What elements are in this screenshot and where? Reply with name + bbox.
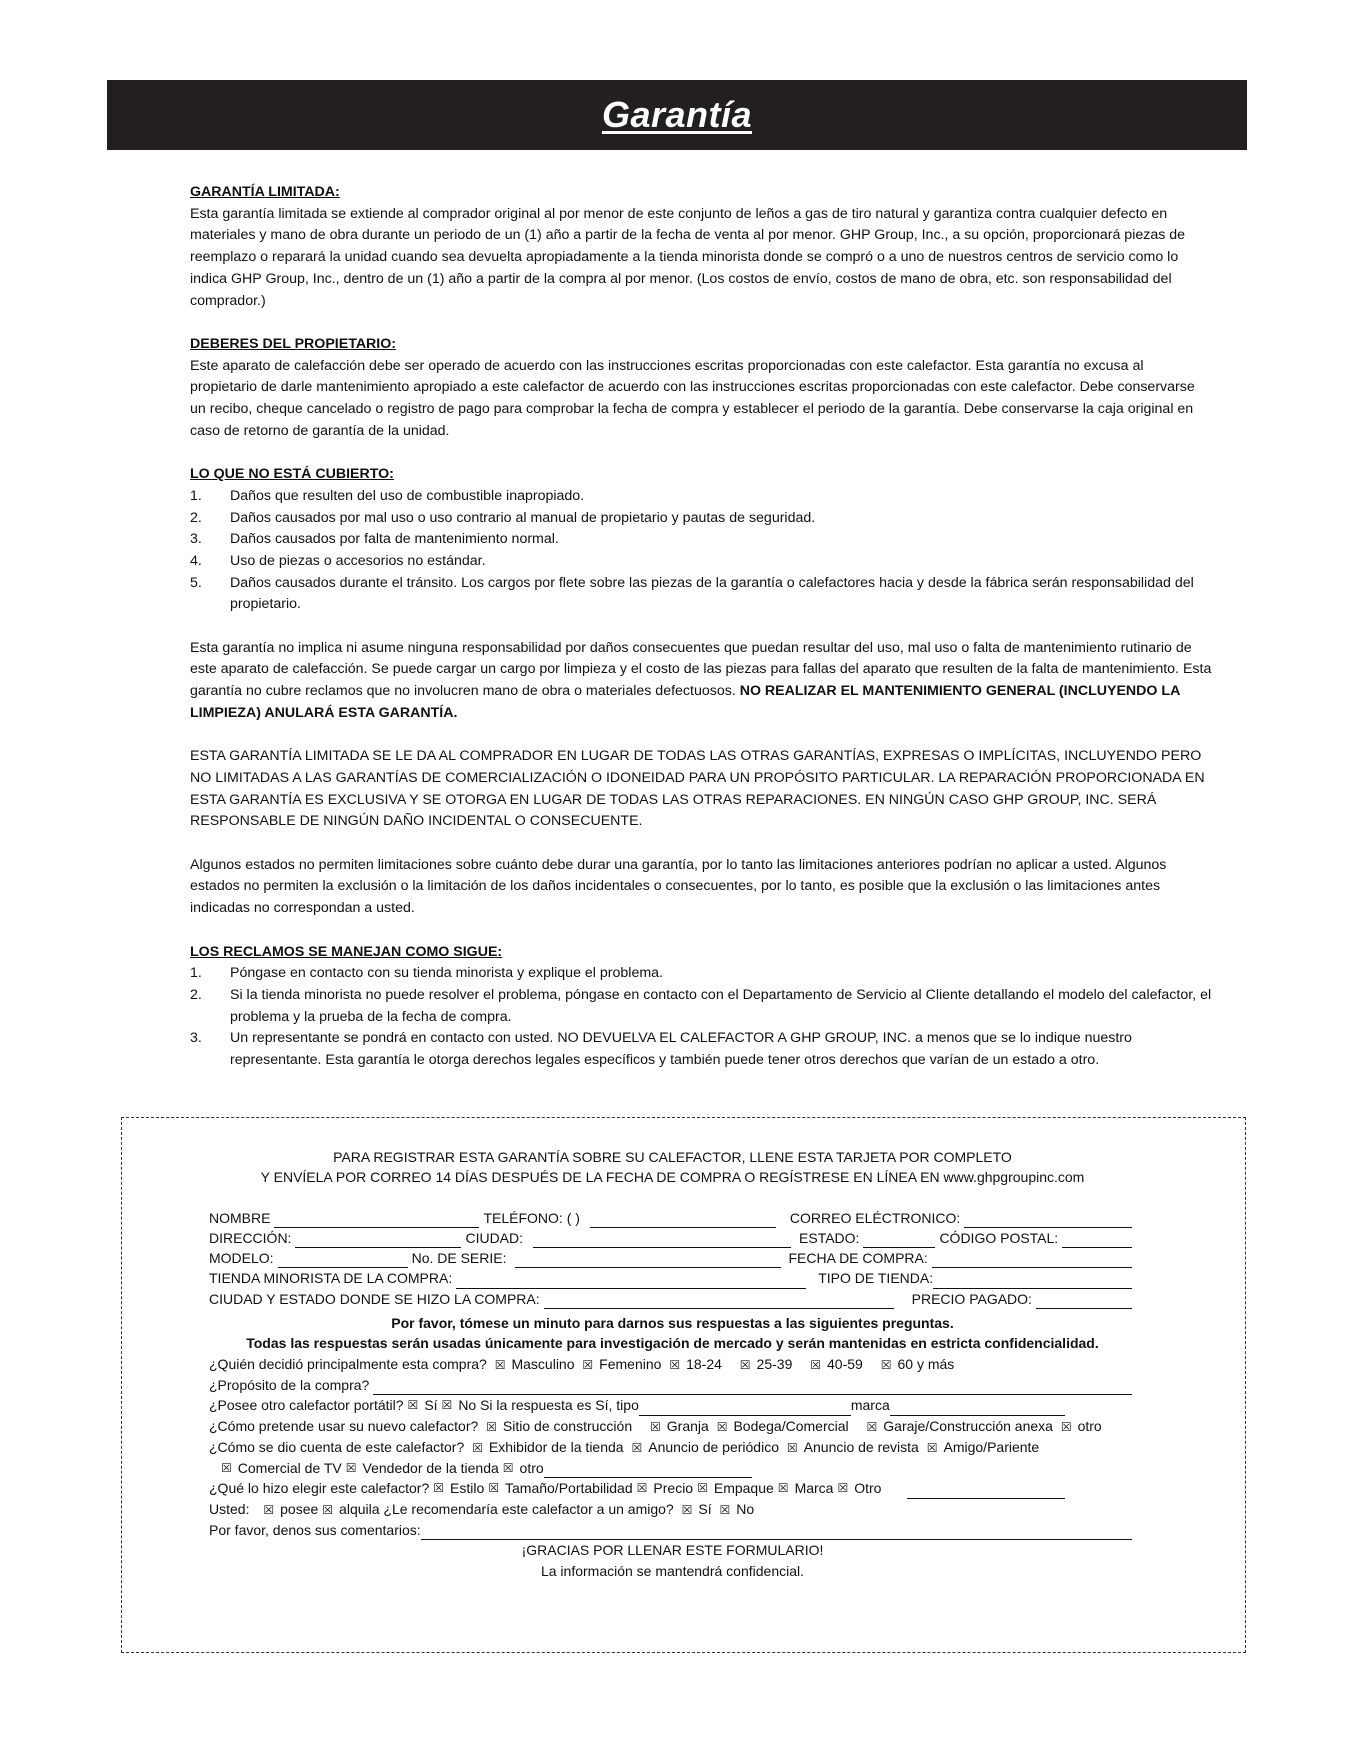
option-label: Sí (698, 1500, 712, 1517)
limited-warranty-text: Esta garantía limitada se extiende al comprador original al por menor de este conjunto de leños a gas de tiro natural y garantiza contra cualquier defecto en materiales y mano de obra durante un periodo de un (1) año a partir de la fecha de venta al por menor. GHP Group, Inc., a su opción, proporcionará piezas de reemplazo o reparará la unidad cuando sea devuelta apropiadamente a la tienda minorista donde se compró o a uno de nuestros centros de servicio como lo indica GHP Group, Inc., dentro de un (1) año a partir de la compra al por menor. (Los costos de envío, costos de mano de obra, etc. son responsabilidad del comprador.) (190, 205, 1186, 309)
checkbox[interactable]: ☒ (810, 1357, 822, 1372)
state-label: ESTADO: (799, 1229, 860, 1246)
question-other-heater (209, 1395, 1136, 1415)
checkbox[interactable]: ☒ (866, 1419, 878, 1434)
checkbox[interactable]: ☒ (880, 1357, 892, 1372)
list-text: Daños que resulten del uso de combustible inapropiado. (230, 487, 585, 504)
list-number: 3. (190, 531, 202, 548)
option-label: Estilo (450, 1480, 485, 1497)
address-label: DIRECCIÓN: (209, 1229, 292, 1246)
page-title: Garantía (601, 94, 753, 135)
option-label: Bodega/Comercial (733, 1417, 849, 1434)
checkbox[interactable]: ☒ (669, 1357, 681, 1372)
list-text: Uso de piezas o accesorios no estándar. (230, 552, 486, 569)
zip-field[interactable] (1062, 1232, 1132, 1248)
address-field[interactable] (295, 1232, 461, 1248)
city-state-label: CIUDAD Y ESTADO DONDE SE HIZO LA COMPRA: (209, 1290, 540, 1307)
list-number: 5. (190, 574, 202, 591)
option-label: Exhibidor de la tienda (488, 1438, 624, 1455)
option-label: Empaque (713, 1480, 774, 1497)
liability-bold-notice: NO REALIZAR EL MANTENIMIENTO GENERAL (INCLUYENDO LA LIMPIEZA) ANULARÁ ESTA GARANTÍA. (190, 683, 1180, 721)
list-item (190, 529, 1212, 551)
checkbox[interactable]: ☒ (502, 1461, 514, 1476)
zip-label: CÓDIGO POSTAL: (939, 1229, 1059, 1246)
city-label: CIUDAD: (465, 1229, 524, 1246)
question-learn-cont (209, 1458, 1136, 1478)
list-text: Póngase en contacto con su tienda minorista y explique el problema. (230, 965, 663, 982)
option-label: Marca (794, 1480, 834, 1497)
list-number: 4. (190, 552, 202, 569)
checkbox[interactable]: ☒ (221, 1461, 232, 1476)
price-field[interactable] (1036, 1293, 1132, 1309)
checkbox[interactable]: ☒ (926, 1440, 938, 1455)
checkbox[interactable]: ☒ (441, 1398, 453, 1413)
question-who (209, 1354, 1136, 1375)
question-choose-label: ¿Qué lo hizo elegir este calefactor? (209, 1480, 430, 1497)
purchase-date-field[interactable] (932, 1252, 1132, 1268)
checkbox[interactable]: ☒ (786, 1440, 798, 1455)
claims-list (190, 963, 1212, 1072)
checkbox[interactable]: ☒ (681, 1502, 693, 1517)
option-label: Sí (424, 1397, 438, 1414)
list-item (190, 1028, 1212, 1071)
purchase-date-label: FECHA DE COMPRA: (788, 1250, 928, 1267)
question-choose (209, 1478, 1136, 1498)
limited-warranty-heading: GARANTÍA LIMITADA: (190, 184, 340, 200)
brand-field[interactable] (890, 1400, 1065, 1416)
store-label: TIENDA MINORISTA DE LA COMPRA: (209, 1270, 453, 1287)
list-item (190, 963, 1212, 985)
comments-field[interactable] (421, 1524, 1132, 1540)
option-label: Amigo/Pariente (943, 1438, 1040, 1455)
brand-label: marca (850, 1397, 890, 1414)
checkbox[interactable]: ☒ (1060, 1419, 1072, 1434)
option-label: alquila (339, 1500, 380, 1517)
city-field[interactable] (533, 1232, 791, 1248)
owner-duties-heading: DEBERES DEL PROPIETARIO: (190, 335, 397, 352)
checkbox[interactable]: ☒ (407, 1398, 419, 1413)
list-item (190, 551, 1212, 573)
option-label: Femenino (599, 1355, 662, 1372)
survey-intro: Por favor, tómese un minuto para darnos sus respuestas a las siguientes preguntas. (391, 1315, 954, 1332)
question-learn-label: ¿Cómo se dio cuenta de este calefactor? (209, 1438, 465, 1455)
question-learn (209, 1437, 1136, 1458)
option-label: otro (1077, 1417, 1102, 1434)
checkbox[interactable]: ☒ (322, 1502, 334, 1517)
thanks-text: ¡GRACIAS POR LLENAR ESTE FORMULARIO! (521, 1542, 824, 1559)
option-label: Masculino (511, 1355, 575, 1372)
option-label: No Si la respuesta es Sí, tipo (458, 1397, 639, 1414)
checkbox[interactable]: ☒ (582, 1357, 594, 1372)
form-row-store (209, 1268, 1136, 1288)
question-use (209, 1416, 1136, 1437)
serial-field[interactable] (515, 1252, 781, 1268)
checkbox[interactable]: ☒ (716, 1419, 728, 1434)
checkbox[interactable]: ☒ (263, 1502, 275, 1517)
confidential-text: La información se mantendrá confidencial. (540, 1562, 805, 1579)
question-purpose-label: ¿Propósito de la compra? (209, 1376, 370, 1393)
city-state-field[interactable] (544, 1293, 894, 1309)
email-field[interactable] (964, 1212, 1132, 1228)
model-label: MODELO: (209, 1250, 274, 1267)
checkbox[interactable]: ☒ (345, 1461, 357, 1476)
store-field[interactable] (456, 1273, 806, 1289)
liability-body: Esta garantía no implica ni asume ninguna responsabilidad por daños consecuentes que puedan resultar del uso, mal uso o falta de mantenimiento rutinario de este aparato de calefacción. Se puede cargar un cargo por limpieza y el costo de las piezas para fallas del aparato que resulten de la falta de mantenimiento. Esta garantía no cubre reclamos que no involucren mano de obra o materiales defectuosos. (190, 639, 1212, 700)
liability-section (190, 638, 1212, 725)
option-label: Garaje/Construcción anexa (883, 1417, 1053, 1434)
checkbox[interactable]: ☒ (719, 1502, 731, 1517)
list-number: 2. (190, 509, 202, 526)
checkbox[interactable]: ☒ (472, 1440, 483, 1455)
option-label: posee (280, 1500, 319, 1517)
option-label: Comercial de TV (237, 1460, 342, 1477)
checkbox[interactable]: ☒ (650, 1419, 661, 1434)
phone-field[interactable] (590, 1212, 776, 1228)
liability-text (190, 638, 1212, 725)
list-text: Daños causados durante el tránsito. Los cargos por flete sobre las piezas de la garantía o calefactores hacia y desde la fábrica serán responsabilidad del propietario. (230, 574, 1194, 613)
states-text: Algunos estados no permiten limitaciones sobre cuánto debe durar una garantía, por lo tanto las limitaciones anteriores podrían no aplicar a usted. Algunos estados no permiten la exclusión o la limitación de los daños incidentales o consecuentes, por lo tanto, es posible que la exclusión o las limitaciones antes indicadas no correspondan a usted. (190, 856, 1167, 917)
option-label: Sitio de construcción (502, 1417, 633, 1434)
model-field[interactable] (278, 1252, 408, 1268)
comments-label: Por favor, denos sus comentarios: (209, 1522, 421, 1539)
form-row-model (209, 1248, 1136, 1268)
form-row-name (209, 1208, 1136, 1228)
list-number: 3. (190, 1030, 202, 1047)
question-recommend (209, 1499, 1136, 1520)
usted-label: Usted: (209, 1500, 250, 1517)
question-other-label: ¿Posee otro calefactor portátil? (209, 1397, 404, 1414)
title-banner (107, 80, 1247, 150)
question-purpose (209, 1375, 1136, 1395)
option-label: No (736, 1500, 755, 1517)
card-intro-line1: PARA REGISTRAR ESTA GARANTÍA SOBRE SU CALEFACTOR, LLENE ESTA TARJETA POR COMPLETO (333, 1149, 1012, 1165)
survey-note: Todas las respuestas serán usadas únicamente para investigación de mercado y serán mantenidas en estricta confidencialidad. (246, 1335, 1099, 1352)
registration-form (209, 1147, 1136, 1581)
option-label: Anuncio de revista (803, 1438, 919, 1455)
list-text: Un representante se pondrá en contacto con usted. NO DEVUELVA EL CALEFACTOR A GHP GROUP, INC. a menos que se lo indique nuestro representante. Esta garantía le otorga derechos legales específicos y también puede tener otros derechos que varían de un estado a otro. (230, 1030, 1132, 1069)
comments-row (209, 1520, 1136, 1540)
checkbox[interactable]: ☒ (494, 1357, 506, 1372)
state-field[interactable] (863, 1232, 935, 1248)
option-label: 18-24 (686, 1355, 722, 1372)
list-number: 1. (190, 487, 202, 504)
card-intro-line2: Y ENVÍELA POR CORREO 14 DÍAS DESPUÉS DE LA FECHA DE COMPRA O REGÍSTRESE EN LÍNEA EN www.ghpgroupinc.com (260, 1169, 1085, 1186)
list-text: Daños causados por falta de mantenimiento normal. (230, 531, 559, 548)
name-label: NOMBRE (209, 1209, 271, 1226)
list-number: 1. (190, 965, 202, 982)
option-label: Anuncio de periódico (648, 1438, 779, 1455)
not-covered-heading: LO QUE NO ESTÁ CUBIERTO: (190, 466, 394, 483)
option-label: 40-59 (827, 1355, 863, 1372)
name-field[interactable] (274, 1212, 479, 1228)
email-label: CORREO ELÉCTRONICO: (789, 1209, 961, 1226)
not-covered-list (190, 486, 1212, 616)
option-label: Vendedor de la tienda (362, 1460, 499, 1477)
choose-other-field[interactable] (907, 1483, 1065, 1499)
checkbox[interactable]: ☒ (739, 1357, 751, 1372)
list-item (190, 508, 1212, 530)
registration-card (121, 1117, 1246, 1653)
question-use-label: ¿Cómo pretende usar su nuevo calefactor? (209, 1417, 479, 1434)
option-label: Otro (854, 1480, 882, 1497)
form-row-city-state (209, 1289, 1136, 1309)
exclusive-text: ESTA GARANTÍA LIMITADA SE LE DA AL COMPRADOR EN LUGAR DE TODAS LAS OTRAS GARANTÍAS, EXPRESAS O IMPLÍCITAS, INCLUYENDO PERO NO LIMITADAS A LAS GARANTÍAS DE COMERCIALIZACIÓN O IDONEIDAD PARA UN PROPÓSITO PARTICULAR. LA REPARACIÓN PROPORCIONADA EN ESTA GARANTÍA ES EXCLUSIVA Y SE OTORGA EN LUGAR DE TODAS LAS OTRAS REPARACIONES. EN NINGÚN CASO GHP GROUP, INC. SERÁ RESPONSABLE DE NINGÚN DAÑO INCIDENTAL O CONSECUENTE. (190, 748, 1205, 830)
question-who-label: ¿Quién decidió principalmente esta compra? (209, 1355, 487, 1372)
option-label: Tamaño/Portabilidad (505, 1480, 633, 1497)
phone-label: TELÉFONO: ( ) (483, 1209, 580, 1226)
checkbox[interactable]: ☒ (631, 1440, 643, 1455)
option-label: Granja (666, 1417, 709, 1434)
exclusive-section (190, 746, 1212, 833)
list-text: Si la tienda minorista no puede resolver el problema, póngase en contacto con el Departamento de Servicio al Cliente detallando el modelo del calefactor, el problema y la prueba de la fecha de compra. (230, 986, 1212, 1025)
serial-label: No. DE SERIE: (411, 1250, 507, 1267)
owner-duties-section (190, 334, 1212, 443)
states-section (190, 855, 1212, 920)
list-item (190, 985, 1212, 1028)
type-field[interactable] (639, 1400, 851, 1416)
limited-warranty-section (190, 182, 1212, 312)
checkbox[interactable]: ☒ (697, 1481, 708, 1496)
option-label: 60 y más (897, 1355, 955, 1372)
checkbox[interactable]: ☒ (433, 1481, 444, 1496)
form-row-address (209, 1228, 1136, 1248)
store-type-field[interactable] (933, 1273, 1132, 1289)
option-label: otro (519, 1460, 544, 1477)
option-label: 25-39 (756, 1355, 793, 1372)
list-item (190, 573, 1212, 616)
list-text: Daños causados por mal uso o uso contrario al manual de propietario y pautas de seguridad. (230, 509, 816, 526)
list-item (190, 486, 1212, 508)
option-label: Precio (653, 1480, 694, 1497)
checkbox[interactable]: ☒ (486, 1419, 497, 1434)
learn-other-field[interactable] (544, 1462, 752, 1478)
not-covered-section (190, 464, 1212, 616)
warranty-body (190, 182, 1212, 1093)
price-label: PRECIO PAGADO: (911, 1290, 1032, 1307)
checkbox[interactable]: ☒ (837, 1481, 849, 1496)
owner-duties-text: Este aparato de calefacción debe ser operado de acuerdo con las instrucciones escritas proporcionadas con este calefactor. Esta garantía no excusa al propietario de darle mantenimiento apropiado a este calefactor de acuerdo con las instrucciones escritas proporcionadas con este calefactor. Debe conservarse un recibo, cheque cancelado o registro de pago para comprobar la fecha de compra y establecer el periodo de la garantía. Debe conservarse la caja original en caso de retorno de garantía de la unidad. (190, 357, 1195, 439)
store-type-label: TIPO DE TIENDA: (818, 1270, 934, 1287)
checkbox[interactable]: ☒ (636, 1481, 648, 1496)
checkbox[interactable]: ☒ (488, 1481, 499, 1496)
claims-section (190, 942, 1212, 1072)
checkbox[interactable]: ☒ (777, 1481, 789, 1496)
list-number: 2. (190, 986, 202, 1003)
purpose-field[interactable] (373, 1379, 1132, 1395)
claims-heading: LOS RECLAMOS SE MANEJAN COMO SIGUE: (190, 943, 503, 960)
question-recommend-label: ¿Le recomendaría este calefactor a un amigo? (383, 1500, 674, 1517)
